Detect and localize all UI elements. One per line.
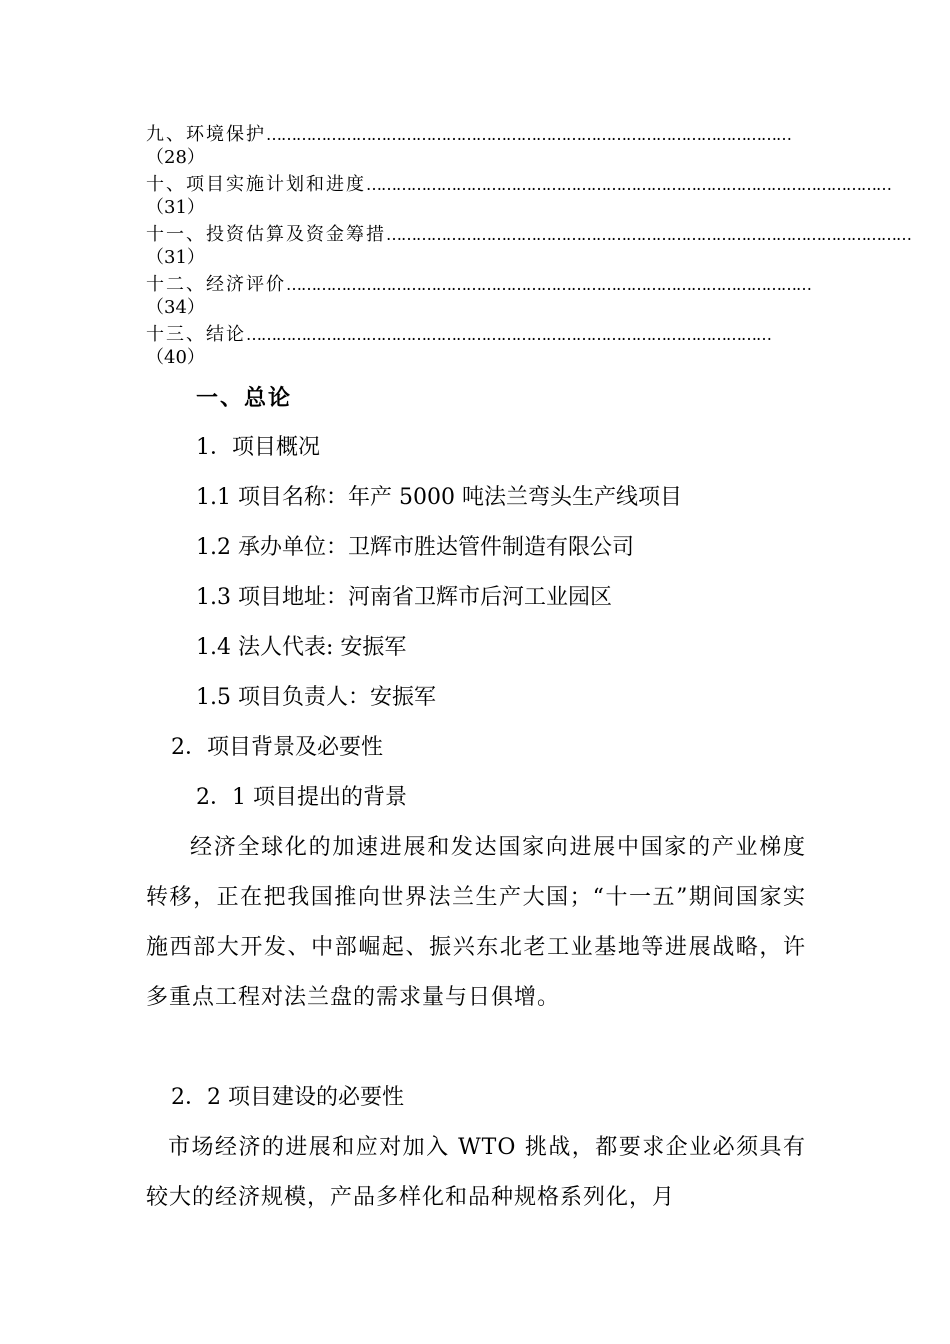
toc-entry-page: （40） (146, 347, 205, 368)
background-heading: 2．项目背景及必要性 (171, 735, 383, 760)
toc-entry-title: 十一、投资估算及资金筹措 (146, 224, 386, 245)
background-subheading: 2．1 项目提出的背景 (196, 785, 407, 810)
toc-entry-page: （34） (146, 297, 205, 318)
toc-entry-11[interactable] (146, 222, 911, 272)
toc-leader-dots: …………………………………………………………………………………………… (246, 325, 771, 344)
toc-entry-13[interactable] (146, 322, 806, 372)
toc-leader-dots: …………………………………………………………………………………………… (266, 125, 791, 144)
toc-entry-page: （31） (146, 197, 205, 218)
toc-entry-title: 十三、结论 (146, 324, 246, 345)
project-leader-item: 1.5 项目负责人：安振军 (196, 685, 436, 710)
project-name-item: 1.1 项目名称：年产 5000 吨法兰弯头生产线项目 (196, 485, 682, 510)
toc-leader-dots: …………………………………………………………………………………………… (286, 275, 811, 294)
toc-entry-10[interactable] (146, 172, 891, 222)
undertaking-unit-item: 1.2 承办单位：卫辉市胜达管件制造有限公司 (196, 535, 634, 560)
overview-heading: 1．项目概况 (196, 435, 320, 460)
toc-entry-title: 十、项目实施计划和进度 (146, 174, 366, 195)
toc-entry-9[interactable] (146, 122, 806, 172)
legal-representative-item: 1.4 法人代表: 安振军 (196, 635, 407, 660)
necessity-paragraph: 市场经济的进展和应对加入 WTO 挑战，都要求企业必须具有较大的经济规模，产品多样化和品种规格系列化，月 (146, 1135, 806, 1210)
toc-entry-12[interactable] (146, 272, 811, 322)
toc-entry-page: （28） (146, 147, 205, 168)
toc-entry-title: 九、环境保护 (146, 124, 266, 145)
project-address-item: 1.3 项目地址：河南省卫辉市后河工业园区 (196, 585, 612, 610)
document-page (146, 0, 911, 1344)
toc-leader-dots: …………………………………………………………………………………………… (366, 175, 891, 194)
section-heading: 一、总论 (196, 385, 293, 411)
toc-leader-dots: …………………………………………………………………………………………… (386, 225, 911, 244)
necessity-subheading: 2．2 项目建设的必要性 (171, 1085, 404, 1110)
toc-entry-page: （31） (146, 247, 205, 268)
table-of-contents (146, 122, 911, 372)
toc-entry-title: 十二、经济评价 (146, 274, 286, 295)
background-paragraph: 经济全球化的加速进展和发达国家向进展中国家的产业梯度转移，正在把我国推向世界法兰生产大国；“十一五”期间国家实施西部大开发、中部崛起、振兴东北老工业基地等进展战略，许多重点工程对法兰盘的需求量与日俱增。 (146, 835, 806, 1010)
